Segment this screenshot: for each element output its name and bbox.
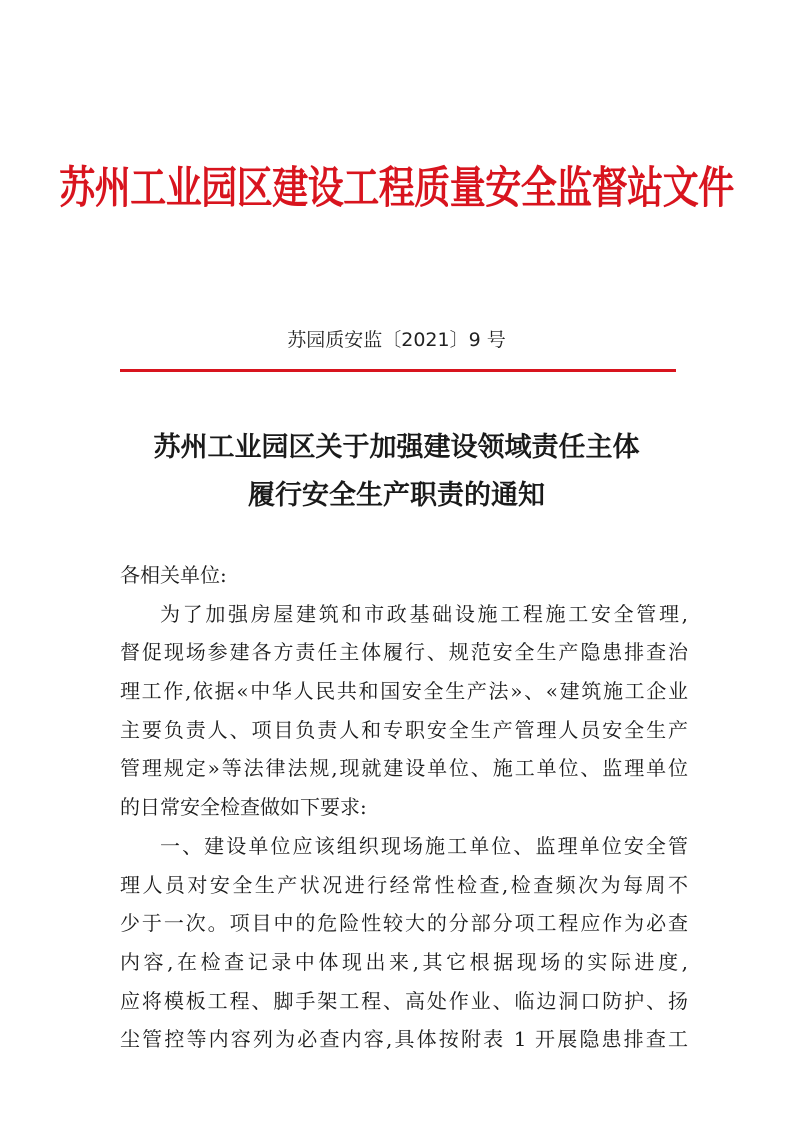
body-line: 的日常安全检查做如下要求: xyxy=(120,795,367,820)
title-line-2: 履行安全生产职责的通知 xyxy=(248,480,545,511)
issuing-organization-header: 苏州工业园区建设工程质量安全监督站文件 xyxy=(59,162,734,214)
title-line-1: 苏州工业园区关于加强建设领域责任主体 xyxy=(153,432,640,463)
document-number: 苏园质安监〔2021〕9 号 xyxy=(287,329,506,351)
body-line: 应将模板工程、脚手架工程、高处作业、临边洞口防护、扬 xyxy=(120,988,688,1013)
body-line: 督促现场参建各方责任主体履行、规范安全生产隐患排查治 xyxy=(120,640,688,665)
body-line: 少于一次。项目中的危险性较大的分部分项工程应作为必查 xyxy=(120,911,688,936)
body-line: 理人员对安全生产状况进行经常性检查,检查频次为每周不 xyxy=(120,872,688,897)
document-title xyxy=(0,424,793,520)
document-body xyxy=(120,556,688,1059)
body-line: 一、建设单位应该组织现场施工单位、监理单位安全管 xyxy=(160,833,688,858)
red-divider-rule xyxy=(120,369,676,372)
body-line: 内容,在检查记录中体现出来,其它根据现场的实际进度, xyxy=(120,949,688,974)
body-line: 理工作,依据«中华人民共和国安全生产法»、«建筑施工企业 xyxy=(120,679,688,704)
body-line: 主要负责人、项目负责人和专职安全生产管理人员安全生产 xyxy=(120,717,688,742)
salutation: 各相关单位: xyxy=(120,563,227,587)
body-line: 为了加强房屋建筑和市政基础设施工程施工安全管理, xyxy=(160,601,688,626)
body-line: 管理规定»等法律法规,现就建设单位、施工单位、监理单位 xyxy=(120,756,688,781)
body-line: 尘管控等内容列为必查内容,具体按附表 1 开展隐患排查工 xyxy=(120,1027,688,1052)
